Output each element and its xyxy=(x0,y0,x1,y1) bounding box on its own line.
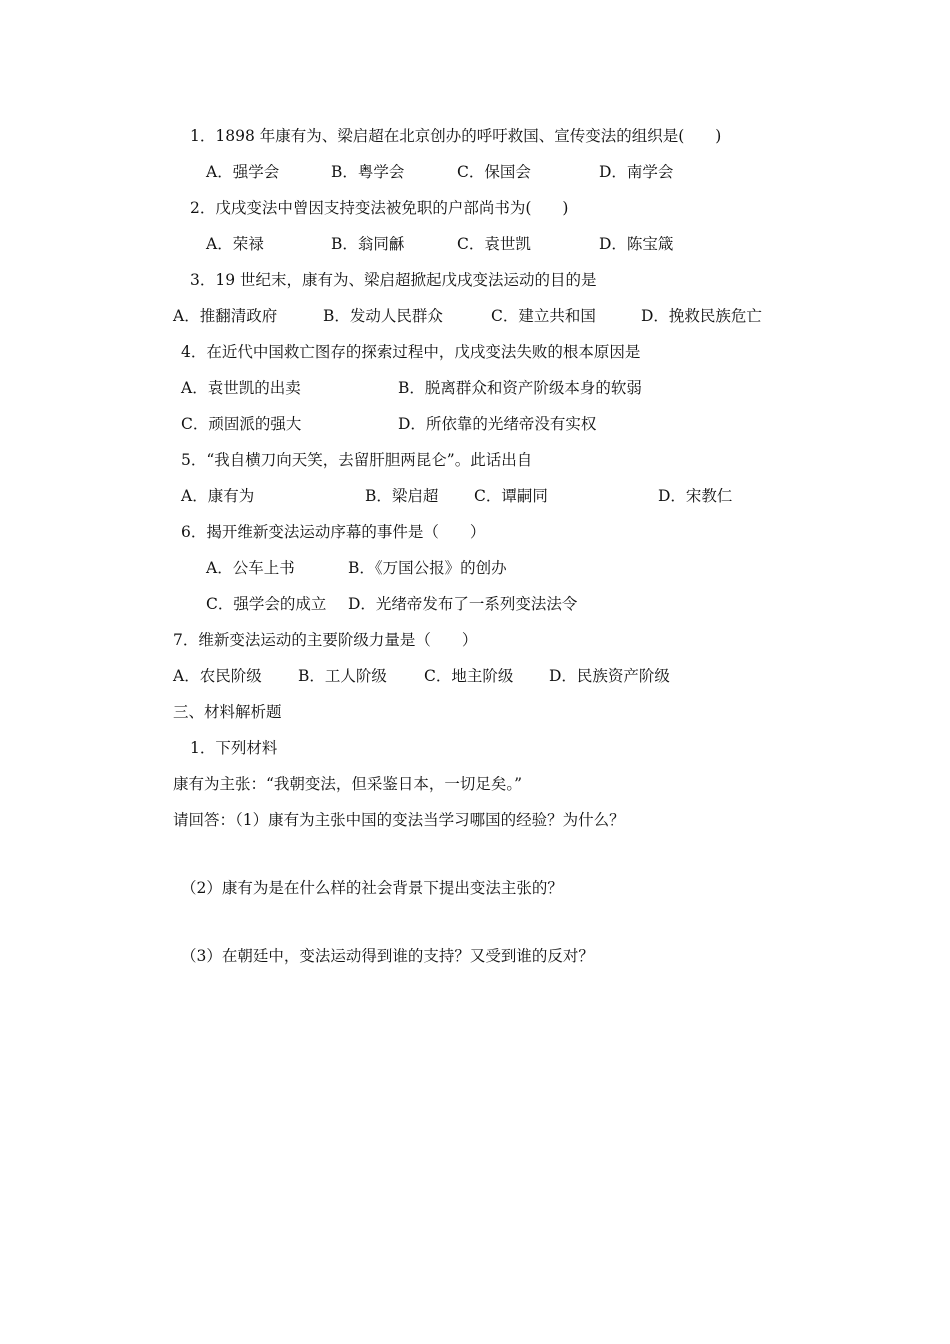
question-7-option-c: C．地主阶级 xyxy=(424,667,514,685)
question-2-option-b: B．翁同龢 xyxy=(331,235,405,253)
question-3-option-d: D．挽救民族危亡 xyxy=(641,307,762,325)
question-4-option-d: D．所依靠的光绪帝没有实权 xyxy=(398,415,597,433)
question-5-option-a: A．康有为 xyxy=(181,487,255,505)
section-3-subquestion-2: （2）康有为是在什么样的社会背景下提出变法主张的？ xyxy=(181,879,563,897)
question-2-option-d: D．陈宝箴 xyxy=(599,235,674,253)
question-5-option-c: C．谭嗣同 xyxy=(474,487,548,505)
question-7-stem: 7．维新变法运动的主要阶级力量是（ ） xyxy=(173,631,478,649)
question-2-option-c: C．袁世凯 xyxy=(457,235,531,253)
question-6-stem: 6．揭开维新变法运动序幕的事件是（ ） xyxy=(181,523,486,541)
question-1-option-b: B．粤学会 xyxy=(331,163,405,181)
question-7-option-b: B．工人阶级 xyxy=(298,667,387,685)
section-3-subquestion-1: 请回答：（1）康有为主张中国的变法当学习哪国的经验？为什么？ xyxy=(173,811,625,829)
question-4-option-b: B．脱离群众和资产阶级本身的软弱 xyxy=(398,379,642,397)
question-6-option-b: B．《万国公报》的创办 xyxy=(348,559,507,577)
section-3-material: 康有为主张：“我朝变法，但采鉴日本，一切足矣。” xyxy=(173,775,523,793)
question-7-option-d: D．民族资产阶级 xyxy=(549,667,670,685)
question-2-stem: 2．戊戌变法中曾因支持变法被免职的户部尚书为( ) xyxy=(190,199,569,217)
question-3-option-b: B．发动人民群众 xyxy=(323,307,443,325)
question-2-option-a: A．荣禄 xyxy=(206,235,264,253)
question-4-option-c: C．顽固派的强大 xyxy=(181,415,302,433)
question-7-option-a: A．农民阶级 xyxy=(173,667,262,685)
question-5-stem: 5．“我自横刀向天笑，去留肝胆两昆仑”。此话出自 xyxy=(181,451,533,469)
question-1-option-a: A．强学会 xyxy=(206,163,280,181)
question-3-stem: 3．19 世纪末，康有为、梁启超掀起戊戌变法运动的目的是 xyxy=(190,271,597,289)
question-4-option-a: A．袁世凯的出卖 xyxy=(181,379,301,397)
question-6-option-a: A．公车上书 xyxy=(206,559,295,577)
question-3-option-a: A．推翻清政府 xyxy=(173,307,278,325)
section-3-subquestion-3: （3）在朝廷中，变法运动得到谁的支持？又受到谁的反对？ xyxy=(181,947,594,965)
question-3-option-c: C．建立共和国 xyxy=(491,307,596,325)
question-6-option-c: C．强学会的成立 xyxy=(206,595,327,613)
question-6-option-d: D．光绪帝发布了一系列变法法令 xyxy=(348,595,578,613)
question-1-option-d: D．南学会 xyxy=(599,163,674,181)
question-1-stem: 1．1898 年康有为、梁启超在北京创办的呼吁救国、宣传变法的组织是( ) xyxy=(190,127,722,145)
question-5-option-b: B．梁启超 xyxy=(365,487,439,505)
question-5-option-d: D．宋教仁 xyxy=(658,487,733,505)
section-3-title: 三、材料解析题 xyxy=(173,703,282,721)
question-1-option-c: C．保国会 xyxy=(457,163,531,181)
question-4-stem: 4．在近代中国救亡图存的探索过程中，戊戌变法失败的根本原因是 xyxy=(181,343,641,361)
section-3-item-1: 1．下列材料 xyxy=(190,739,278,757)
